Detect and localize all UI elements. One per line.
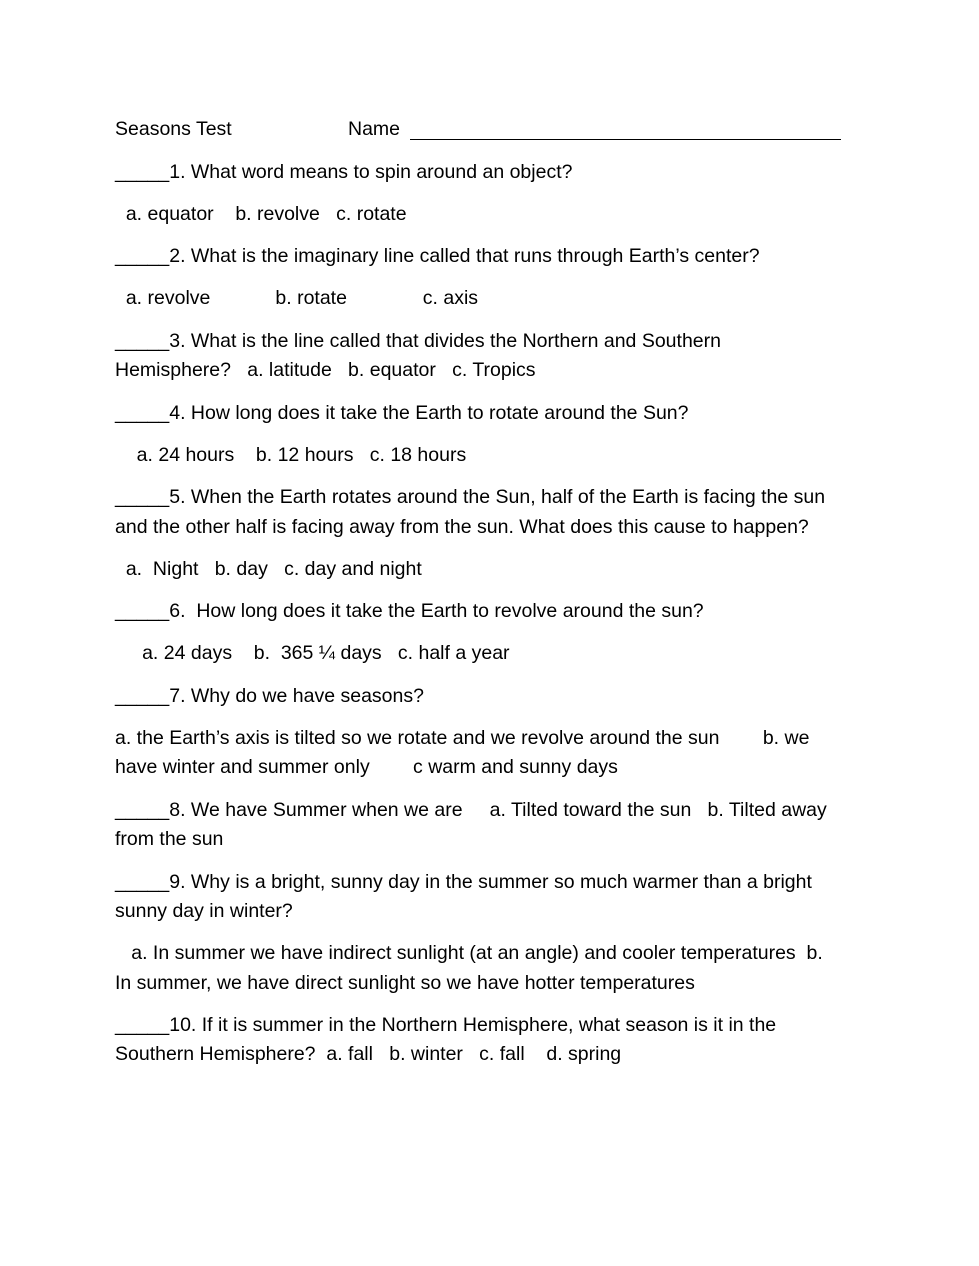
question-8: _____8. We have Summer when we are a. Tilted toward the sun b. Tilted away xyxy=(115,799,827,821)
question-5-continued: and the other half is facing away from the sun. What does this cause to happen? xyxy=(115,516,809,538)
question-3: _____3. What is the line called that divides the Northern and Southern xyxy=(115,330,721,352)
question-9-continued: sunny day in winter? xyxy=(115,900,293,922)
question-7: _____7. Why do we have seasons? xyxy=(115,685,424,707)
question-9-choices-continued: In summer, we have direct sunlight so we have hotter temperatures xyxy=(115,972,695,994)
question-1-choices: a. equator b. revolve c. rotate xyxy=(115,203,407,225)
question-2-choices: a. revolve b. rotate c. axis xyxy=(115,287,479,309)
question-6: _____6. How long does it take the Earth to revolve around the sun? xyxy=(115,600,704,622)
question-10-continued: Southern Hemisphere? a. fall b. winter c. fall d. spring xyxy=(115,1043,622,1065)
question-1: _____1. What word means to spin around an object? xyxy=(115,161,573,183)
page-title: Seasons Test xyxy=(115,118,232,140)
question-4: _____4. How long does it take the Earth to rotate around the Sun? xyxy=(115,402,689,424)
question-10: _____10. If it is summer in the Northern Hemisphere, what season is it in the xyxy=(115,1014,777,1036)
question-7-choices: a. the Earth’s axis is tilted so we rotate and we revolve around the sun b. we xyxy=(115,727,810,749)
question-3-continued: Hemisphere? a. latitude b. equator c. Tropics xyxy=(115,359,536,381)
question-9: _____9. Why is a bright, sunny day in the summer so much warmer than a bright xyxy=(115,871,812,893)
question-5-choices: a. Night b. day c. day and night xyxy=(115,558,422,580)
name-blank-line xyxy=(410,139,841,140)
question-2: _____2. What is the imaginary line called that runs through Earth’s center? xyxy=(115,245,760,267)
question-8-continued: from the sun xyxy=(115,828,224,850)
question-4-choices: a. 24 hours b. 12 hours c. 18 hours xyxy=(115,444,467,466)
question-7-choices-continued: have winter and summer only c warm and sunny days xyxy=(115,756,618,778)
question-6-choices: a. 24 days b. 365 ¼ days c. half a year xyxy=(115,642,510,664)
question-9-choices: a. In summer we have indirect sunlight (at an angle) and cooler temperatures b. xyxy=(115,942,823,964)
question-5: _____5. When the Earth rotates around the Sun, half of the Earth is facing the sun xyxy=(115,486,826,508)
name-label: Name xyxy=(348,118,401,140)
